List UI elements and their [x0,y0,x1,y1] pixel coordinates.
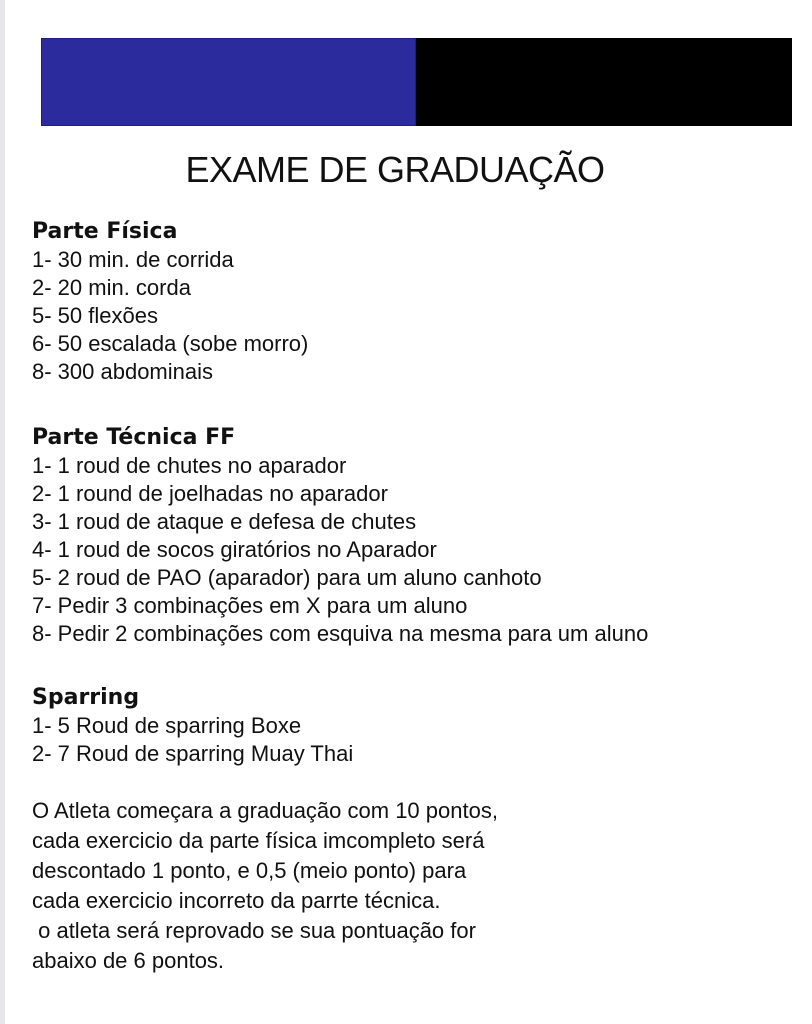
list-item: 1- 1 roud de chutes no aparador [32,453,347,478]
section-heading: Parte Física [32,219,178,244]
list-item: 2- 7 Roud de sparring Muay Thai [32,741,354,766]
list-item: 5- 50 flexões [32,303,158,328]
list-item: 8- Pedir 2 combinações com esquiva na mesma para um aluno [32,621,649,646]
section-parte-tecnica [32,424,792,648]
list-item: 6- 50 escalada (sobe morro) [32,331,309,356]
list-item: 3- 1 roud de ataque e defesa de chutes [32,509,417,534]
list-item: 5- 2 roud de PAO (aparador) para um aluno canhoto [32,565,542,590]
section-heading: Sparring [32,685,140,710]
header-band-black [416,38,792,126]
note-line: O Atleta começara a graduação com 10 pontos, [32,798,498,823]
note-line: cada exercicio da parte física imcompleto será [32,828,485,853]
item-list [32,452,792,648]
note-line: o atleta será reprovado se sua pontuação for [32,918,476,943]
note-line: descontado 1 ponto, e 0,5 (meio ponto) para [32,858,467,883]
scoring-note [32,796,792,976]
list-item: 7- Pedir 3 combinações em X para um aluno [32,593,468,618]
list-item: 2- 1 round de joelhadas no aparador [32,481,388,506]
section-heading: Parte Técnica FF [32,425,236,450]
note-line: cada exercicio incorreto da parrte técnica. [32,888,441,913]
item-list [32,712,792,768]
list-item: 8- 300 abdominais [32,359,214,384]
list-item: 1- 5 Roud de sparring Boxe [32,713,302,738]
document-title: EXAME DE GRADUAÇÃO [185,149,605,190]
section-parte-fisica [32,218,792,386]
section-sparring [32,684,792,768]
list-item: 4- 1 roud de socos giratórios no Aparador [32,537,437,562]
header-band-blue [41,38,416,126]
list-item: 2- 20 min. corda [32,275,191,300]
list-item: 1- 30 min. de corrida [32,247,234,272]
note-line: abaixo de 6 pontos. [32,948,225,973]
item-list [32,246,792,386]
